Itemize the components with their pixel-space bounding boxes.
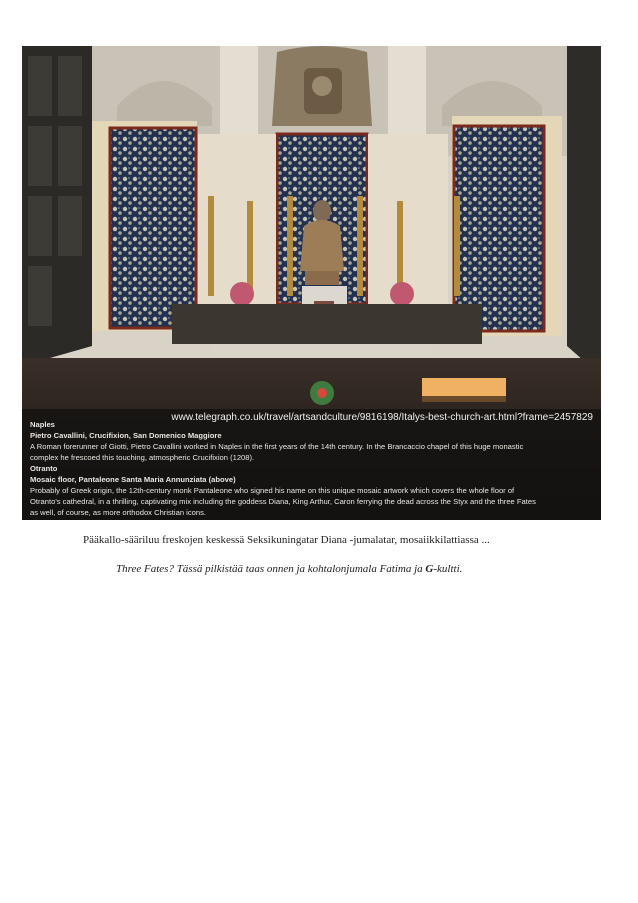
caption-text: Otranto's cathedral, in a thrilling, captivating mix including the goddess Diana, King Arthur, Caron ferrying the dead across the Styx and the three Fates: [30, 497, 536, 506]
caption-title-cavallini: Pietro Cavallini, Crucifixion, San Domenico Maggiore: [30, 431, 222, 440]
finnish-comment-line: [116, 563, 462, 575]
caption-location-otranto: Otranto: [30, 464, 58, 473]
coat-of-arms: [272, 46, 372, 126]
ossuary-panel-left: [92, 121, 197, 331]
chapel-photo: [22, 46, 601, 520]
comment-text-end: -kultti.: [433, 563, 463, 575]
comment-bold-letter: G: [425, 563, 434, 575]
votive-candles: [422, 378, 506, 402]
caption-title-mosaic: Mosaic floor, Pantaleone Santa Maria Annunziata (above): [30, 475, 236, 484]
caption-text: as well, of course, as more orthodox Christian icons.: [30, 508, 206, 517]
caption-location-naples: Naples: [30, 420, 55, 429]
caption-text: complex he frescoed this touching, atmospheric Crucifixion (1208).: [30, 453, 255, 462]
finnish-caption-line: Pääkallo-sääriluu freskojen keskessä Seksikuningatar Diana -jumalatar, mosaiikkilattiassa ...: [83, 534, 490, 546]
comment-text: Three Fates? Tässä pilkistää taas onnen ja kohtalonjumala Fatima ja: [116, 563, 426, 575]
caption-text: A Roman forerunner of Giotti, Pietro Cavallini worked in Naples in the first years of the 14th century. In the Brancaccio chapel of this huge monastic: [30, 442, 524, 451]
ossuary-panel-right: [452, 116, 562, 336]
caption-text: Probably of Greek origin, the 12th-century monk Pantaleone who signed his name on this unique mosaic artwork which covers the whole floor of: [30, 486, 515, 495]
source-url: www.telegraph.co.uk/travel/artsandculture/9816198/Italys-best-church-art.html?frame=2457829: [171, 412, 593, 423]
